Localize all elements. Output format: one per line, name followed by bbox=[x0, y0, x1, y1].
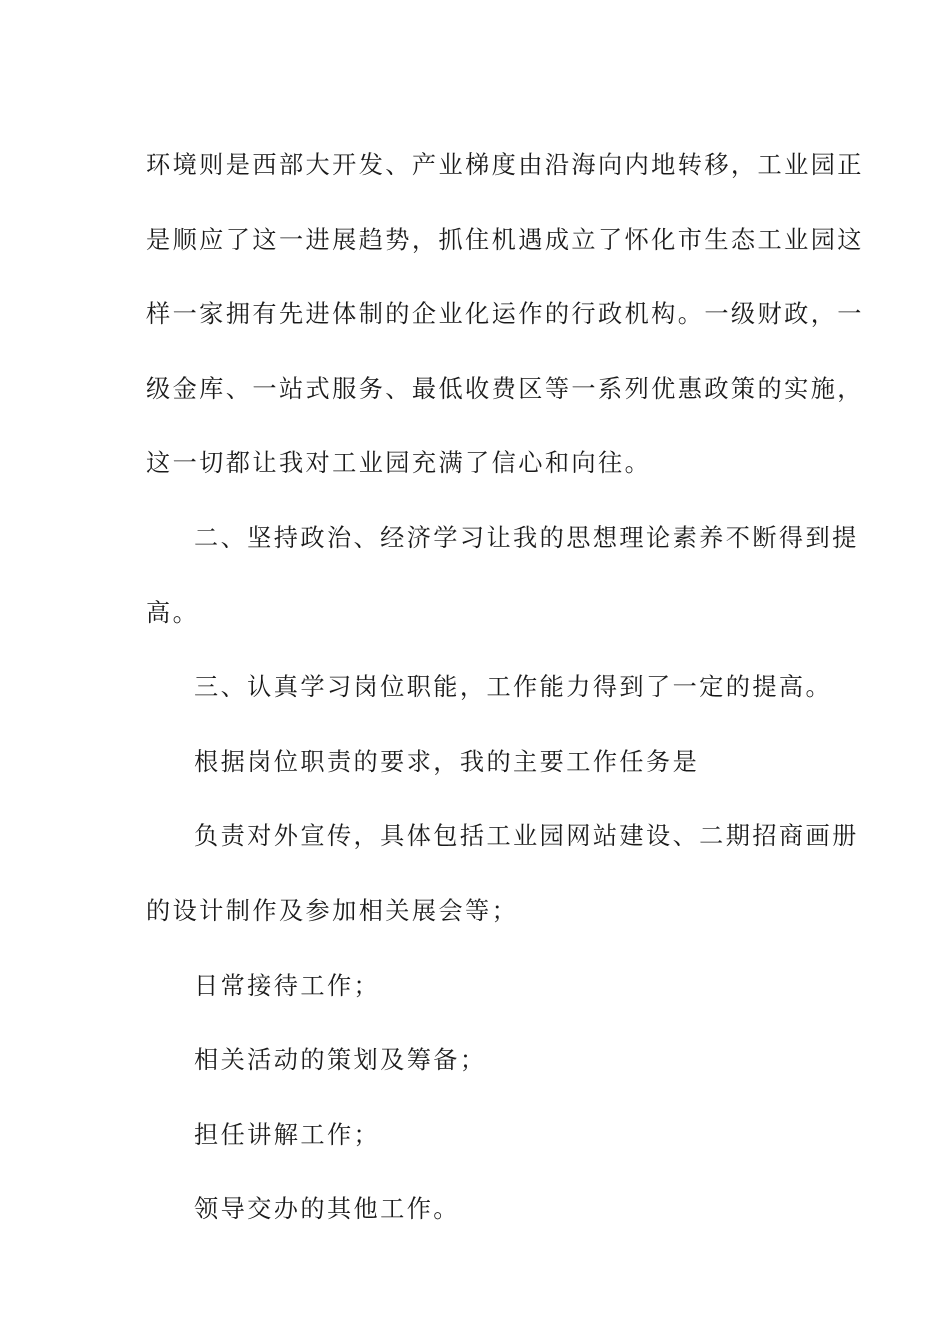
paragraph-duty-other bbox=[146, 1172, 808, 1247]
text-line: 这一切都让我对工业园充满了信心和向往。 bbox=[146, 449, 652, 478]
paragraph-industrial-park-environment bbox=[146, 128, 864, 501]
paragraph-duty-event-planning bbox=[146, 1023, 808, 1098]
paragraph-section-three bbox=[146, 650, 833, 725]
text-line: 根据岗位职责的要求，我的主要工作任务是 bbox=[194, 747, 700, 776]
text-line: 高。 bbox=[146, 598, 200, 627]
paragraph-duty-reception bbox=[146, 949, 808, 1024]
text-line: 领导交办的其他工作。 bbox=[194, 1195, 460, 1224]
document-body bbox=[146, 128, 864, 1247]
text-line: 是顺应了这一进展趋势，抓住机遇成立了怀化市生态工业园这 bbox=[146, 225, 864, 254]
text-line: 负责对外宣传，具体包括工业园网站建设、二期招商画册 bbox=[194, 822, 859, 851]
text-line: 的设计制作及参加相关展会等； bbox=[146, 896, 519, 925]
text-line: 样一家拥有先进体制的企业化运作的行政机构。一级财政，一 bbox=[146, 300, 864, 329]
paragraph-job-duties-intro bbox=[146, 725, 808, 800]
text-line: 三、认真学习岗位职能，工作能力得到了一定的提高。 bbox=[194, 673, 833, 702]
text-line: 担任讲解工作； bbox=[194, 1120, 381, 1149]
paragraph-section-two bbox=[146, 501, 859, 650]
text-line: 相关活动的策划及筹备； bbox=[194, 1046, 487, 1075]
text-line: 环境则是西部大开发、产业梯度由沿海向内地转移，工业园正 bbox=[146, 151, 864, 179]
text-line: 二、坚持政治、经济学习让我的思想理论素养不断得到提 bbox=[194, 523, 859, 552]
text-line: 级金库、一站式服务、最低收费区等一系列优惠政策的实施， bbox=[146, 374, 864, 403]
text-line: 日常接待工作； bbox=[194, 971, 381, 1000]
paragraph-duty-guide bbox=[146, 1098, 808, 1173]
paragraph-duty-publicity bbox=[146, 799, 859, 948]
